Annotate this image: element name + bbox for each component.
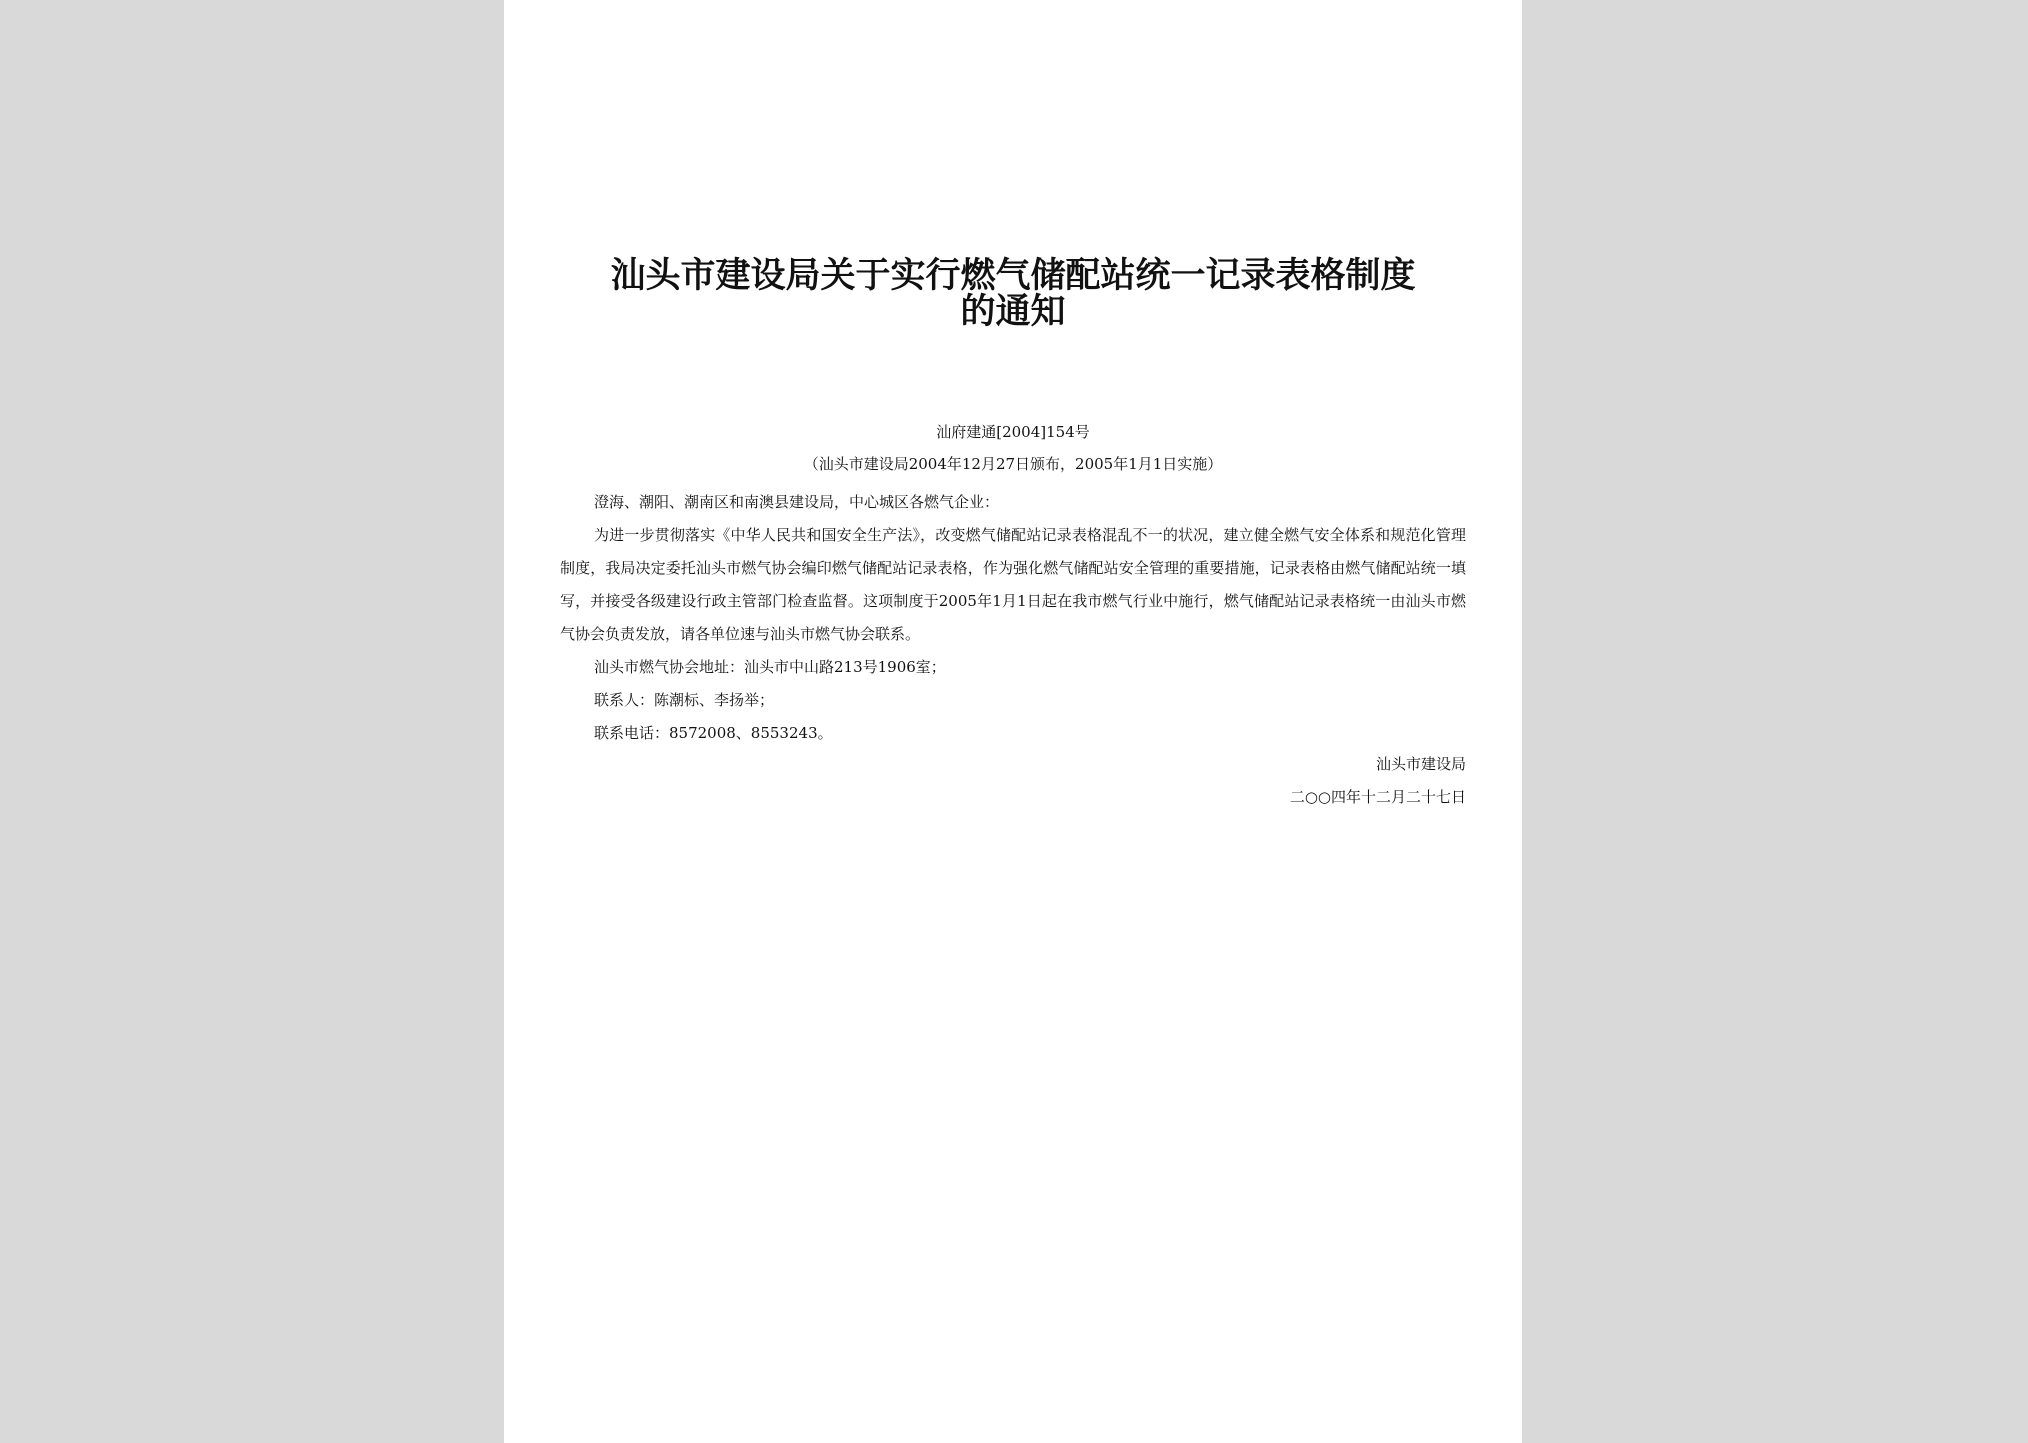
addressee: 澄海、潮阳、潮南区和南澳县建设局，中心城区各燃气企业： xyxy=(594,493,1000,511)
document-number: 汕府建通[2004]154号 xyxy=(936,423,1090,441)
body-paragraph: 为进一步贯彻落实《中华人民共和国安全生产法》，改变燃气储配站记录表格混乱不一的状况，建立健全燃气安全体系和规范化管理制度，我局决定委托汕头市燃气协会编印燃气储配站记录表格，作为强化燃气储配站安全管理的重要措施，记录表格由燃气储配站统一填写，并接受各级建设行政主管部门检查监督。这项制度于2005年1月1日起在我市燃气行业中施行，燃气储配站记录表格统一由汕头市燃气协会负责发放，请各单位速与汕头市燃气协会联系。 xyxy=(560,526,1466,643)
address-line: 汕头市燃气协会地址：汕头市中山路213号1906室； xyxy=(594,658,946,676)
signature-org: 汕头市建设局 xyxy=(1375,755,1466,773)
document-title xyxy=(560,255,1466,332)
phone-line: 联系电话：8572008、8553243。 xyxy=(594,724,833,742)
document-title-line-1: 汕头市建设局关于实行燃气储配站统一记录表格制度 xyxy=(610,255,1416,296)
document-body xyxy=(560,486,1466,750)
contact-line: 联系人：陈潮标、李扬举； xyxy=(594,691,775,709)
signature-block xyxy=(1066,748,1466,814)
issue-note: （汕头市建设局2004年12月27日颁布，2005年1月1日实施） xyxy=(803,455,1223,473)
document-page xyxy=(504,0,1522,1443)
signature-date: 二○○四年十二月二十七日 xyxy=(1289,788,1466,806)
document-title-line-2: 的通知 xyxy=(960,291,1066,332)
